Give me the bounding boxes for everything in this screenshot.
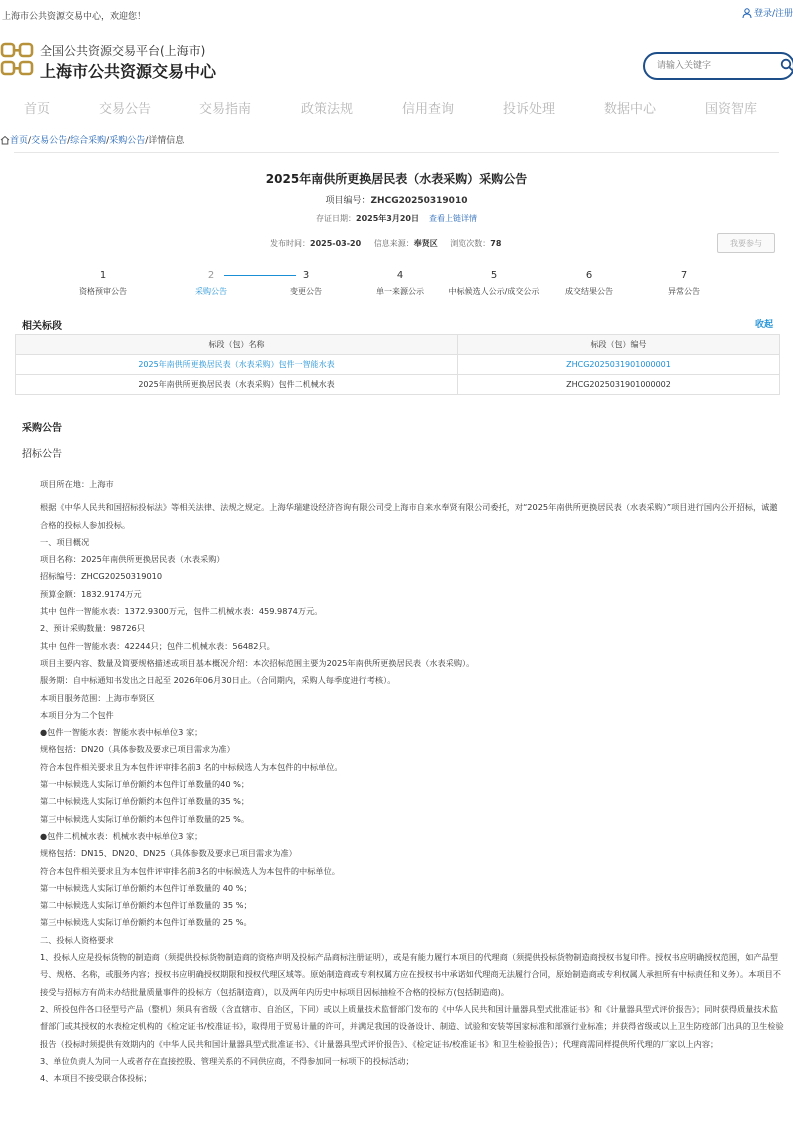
paragraph: 第一中标候选人实际订单份额约本包件订单数量的40 %； [40, 779, 250, 790]
paragraph: 3、单位负责人为同一人或者存在直接控股、管理关系的不同供应商，不得参加同一标项下的投标活动； [40, 1055, 414, 1066]
paragraph: 2、预计采购数量：98726只 [40, 623, 145, 634]
process-steps [0, 270, 793, 320]
table-row[interactable] [16, 355, 780, 375]
notice-meta [270, 238, 511, 249]
step-single-source[interactable] [352, 270, 448, 297]
chain-detail-link[interactable]: 查看上链详情 [428, 214, 477, 223]
crumb-sep: / [106, 136, 110, 146]
paragraph: ●包件一智能水表：智能水表中标单位3 家； [40, 727, 203, 738]
paragraph: 第二中标候选人实际订单份额约本包件订单数量的35 %； [40, 796, 250, 807]
paragraph: 预算金额：1832.9174万元 [40, 588, 142, 599]
crumb-home[interactable]: 首页 [10, 136, 29, 146]
collapse-toggle[interactable]: 收起 [755, 320, 774, 330]
step-number: 7 [680, 270, 688, 281]
paragraph: 项目所在地：上海市 [40, 479, 114, 489]
breadcrumb [0, 133, 184, 146]
step-number: 5 [490, 270, 498, 281]
paragraph: 符合本包件相关要求且为本包件评审排名前3 名的中标候选人为本包件的中标单位。 [40, 761, 343, 772]
paragraph: 规格包括：DN20（具体参数及要求已项目需求为准） [40, 744, 235, 755]
crumb-current: 详情信息 [148, 136, 185, 146]
paragraph: 第三中标候选人实际订单份额约本包件订单数量的25 %。 [40, 813, 250, 824]
divider [14, 152, 779, 153]
nav-think-tank[interactable]: 国资智库 [705, 102, 758, 117]
step-label: 异常公告 [668, 287, 700, 296]
paragraph: 本项目服务范围：上海市奉贤区 [40, 692, 155, 703]
paragraph: 第三中标候选人实际订单份额约本包件订单数量的 25 %。 [40, 917, 252, 928]
step-procurement[interactable] [163, 270, 259, 297]
home-icon [0, 135, 10, 145]
lot-name[interactable]: 2025年南供所更换居民表（水表采购）包件一智能水表 [16, 355, 458, 375]
search-icon[interactable] [780, 58, 793, 72]
deposit-label: 存证日期： [316, 214, 357, 223]
step-label: 变更公告 [290, 287, 322, 296]
crumb-sep: / [28, 136, 32, 146]
crumb-procurement[interactable]: 采购公告 [109, 136, 146, 146]
table-header [16, 335, 780, 355]
paragraph: ●包件二机械水表：机械水表中标单位3 家； [40, 830, 203, 841]
col-lot-number: 标段（包）编号 [458, 335, 780, 355]
step-change[interactable] [258, 270, 354, 297]
login-label[interactable]: 登录/注册 [753, 9, 793, 19]
step-number: 3 [302, 270, 310, 281]
step-candidate[interactable] [446, 270, 542, 297]
paragraph: 第一中标候选人实际订单份额约本包件订单数量的 40 %； [40, 882, 252, 893]
paragraph: 项目主要内容、数量及简要规格描述或项目基本概况介绍：本次招标范围主要为2025年南供所更换居民表（水表采购）。 [40, 657, 475, 668]
paragraph: 服务期：自中标通知书发出之日起至 2026年06月30日止。（合同期内，采购人每季度进行考核）。 [40, 675, 396, 686]
related-lots-title: 相关标段 [22, 321, 62, 332]
paragraph: 1、投标人应是投标货物的制造商（须提供投标货物制造商的资格声明及投标产品商标注册证明），或是有能力履行本项目的代理商（须提供投标货物制造商授权书复印件。授权书应明确授权范围，如产品型号、规格、名称，或服务内容；授权书应明确授权期限和授权代理区域等。原始制造商或专利权属方应在授权书中承诺如代理商无法履行合同，原始制造商或专利权属人承担所有中标责任和义务）。本项目不接受与招标方有尚未办结批量质量事件的投标方（包括制造商），以及两年内历史中标项目因标抽检不合格的投标方(包括制造商)。 [40, 952, 781, 997]
crumb-composite[interactable]: 综合采购 [70, 136, 107, 146]
center-name: 上海市公共资源交易中心 [40, 62, 217, 81]
crumb-notices[interactable]: 交易公告 [31, 136, 68, 146]
views-label: 浏览次数： [450, 239, 491, 248]
paragraph: 项目名称：2025年南供所更换居民表（水表采购） [40, 554, 225, 565]
paragraph: 规格包括：DN15、DN20、DN25（具体参数及要求已项目需求为准） [40, 848, 297, 859]
publish-time: 2025-03-20 [310, 239, 362, 248]
lot-number[interactable]: ZHCG2025031901000002 [458, 375, 780, 395]
top-bar [0, 0, 793, 28]
table-row[interactable] [16, 375, 780, 395]
paragraph: 符合本包件相关要求且为本包件评审排名前3名的中标候选人为本包件的中标单位。 [40, 865, 340, 876]
paragraph: 第二中标候选人实际订单份额约本包件订单数量的 35 %； [40, 900, 252, 911]
publish-label: 发布时间： [270, 239, 310, 248]
related-lots-table [15, 334, 780, 395]
step-label: 采购公告 [195, 287, 227, 296]
login-link[interactable] [742, 6, 793, 19]
join-button[interactable]: 我要参与 [717, 233, 775, 253]
step-number: 2 [207, 270, 215, 281]
paragraph: 二、投标人资格要求 [40, 934, 114, 945]
step-number: 4 [396, 270, 404, 281]
platform-name: 全国公共资源交易平台(上海市) [40, 44, 206, 58]
nav-notices[interactable]: 交易公告 [99, 102, 152, 117]
paragraph: 其中 包件一智能水表：42244只；包件二机械水表：56482只。 [40, 640, 275, 651]
views-count: 78 [490, 239, 502, 248]
deposit-date: 2025年3月20日 [356, 214, 419, 223]
lot-name[interactable]: 2025年南供所更换居民表（水表采购）包件二机械水表 [16, 375, 458, 395]
notice-body [15, 476, 785, 1087]
paragraph: 招标编号：ZHCG20250319010 [40, 571, 163, 582]
subsection-title: 招标公告 [22, 449, 62, 460]
site-brand[interactable] [0, 42, 260, 84]
nav-guide[interactable]: 交易指南 [199, 102, 252, 117]
search-input[interactable] [657, 59, 767, 73]
logo-icon [0, 42, 34, 76]
project-number [0, 193, 793, 206]
step-label: 单一来源公示 [376, 287, 424, 296]
paragraph: 2、所投包件各口径型号产品（整机）须具有省级（含直辖市、自治区，下同）或以上质量技术监督部门发布的《中华人民共和国计量器具型式批准证书》和《计量器具型式评价报告》；同时获得质量技术监督部门或其授权的水表检定机构的《检定证书/校准证书》，取得用于贸易计量的许可，并满足我国的设备设计、制造、试验和安装等国家标准和部颁行业标准；并获得省级或以上卫生防疫部门出具的卫生检验报告（投标时须提供有效期内的《中华人民共和国计量器具型式批准证书》、《计量器具型式评价报告》、《检定证书/校准证书》和卫生检验报告）；代理商需同样提供所代理的厂家以上内容； [40, 1003, 784, 1049]
main-nav [0, 94, 793, 120]
crumb-sep: / [67, 136, 71, 146]
step-label: 资格预审公告 [79, 287, 127, 296]
step-label: 中标候选人公示/成交公示 [448, 287, 540, 296]
source-label: 信息来源： [373, 239, 414, 248]
step-abnormal[interactable] [636, 270, 732, 297]
welcome-text: 上海市公共资源交易中心，欢迎您！ [2, 12, 147, 22]
step-result[interactable] [541, 270, 637, 297]
step-label: 成交结果公告 [565, 287, 613, 296]
step-number: 6 [585, 270, 593, 281]
paragraph: 本项目分为二个包件 [40, 709, 114, 720]
nav-home[interactable]: 首页 [24, 102, 51, 117]
paragraph: 4、本项目不接受联合体投标； [40, 1073, 152, 1084]
lot-number[interactable]: ZHCG2025031901000001 [458, 355, 780, 375]
source-value: 奉贤区 [413, 239, 438, 248]
paragraph: 根据《中华人民共和国招标投标法》等相关法律、法规之规定。上海华瑞建设经济咨询有限公司受上海市自来水奉贤有限公司委托，对“2025年南供所更换居民表（水表采购）”项目进行国内公开招标，诚邀合格的投标人参加投标。 [40, 502, 778, 530]
step-number: 1 [99, 270, 107, 281]
nav-data[interactable]: 数据中心 [604, 102, 657, 117]
section-title: 采购公告 [22, 423, 62, 434]
deposit-info [0, 213, 793, 224]
search-box[interactable] [643, 52, 793, 80]
user-icon [742, 8, 752, 18]
project-no-label: 项目编号： [325, 196, 371, 206]
step-prequalification[interactable] [55, 270, 151, 297]
paragraph: 一、项目概况 [40, 536, 90, 547]
nav-credit[interactable]: 信用查询 [402, 102, 455, 117]
project-no-value: ZHCG20250319010 [370, 196, 468, 206]
col-lot-name: 标段（包）名称 [16, 335, 458, 355]
paragraph: 其中 包件一智能水表：1372.9300万元，包件二机械水表：459.9874万元。 [40, 606, 323, 617]
nav-policy[interactable]: 政策法规 [301, 102, 354, 117]
nav-complaint[interactable]: 投诉处理 [503, 102, 556, 117]
crumb-sep: / [145, 136, 149, 146]
page-title: 2025年南供所更换居民表（水表采购）采购公告 [265, 172, 528, 186]
